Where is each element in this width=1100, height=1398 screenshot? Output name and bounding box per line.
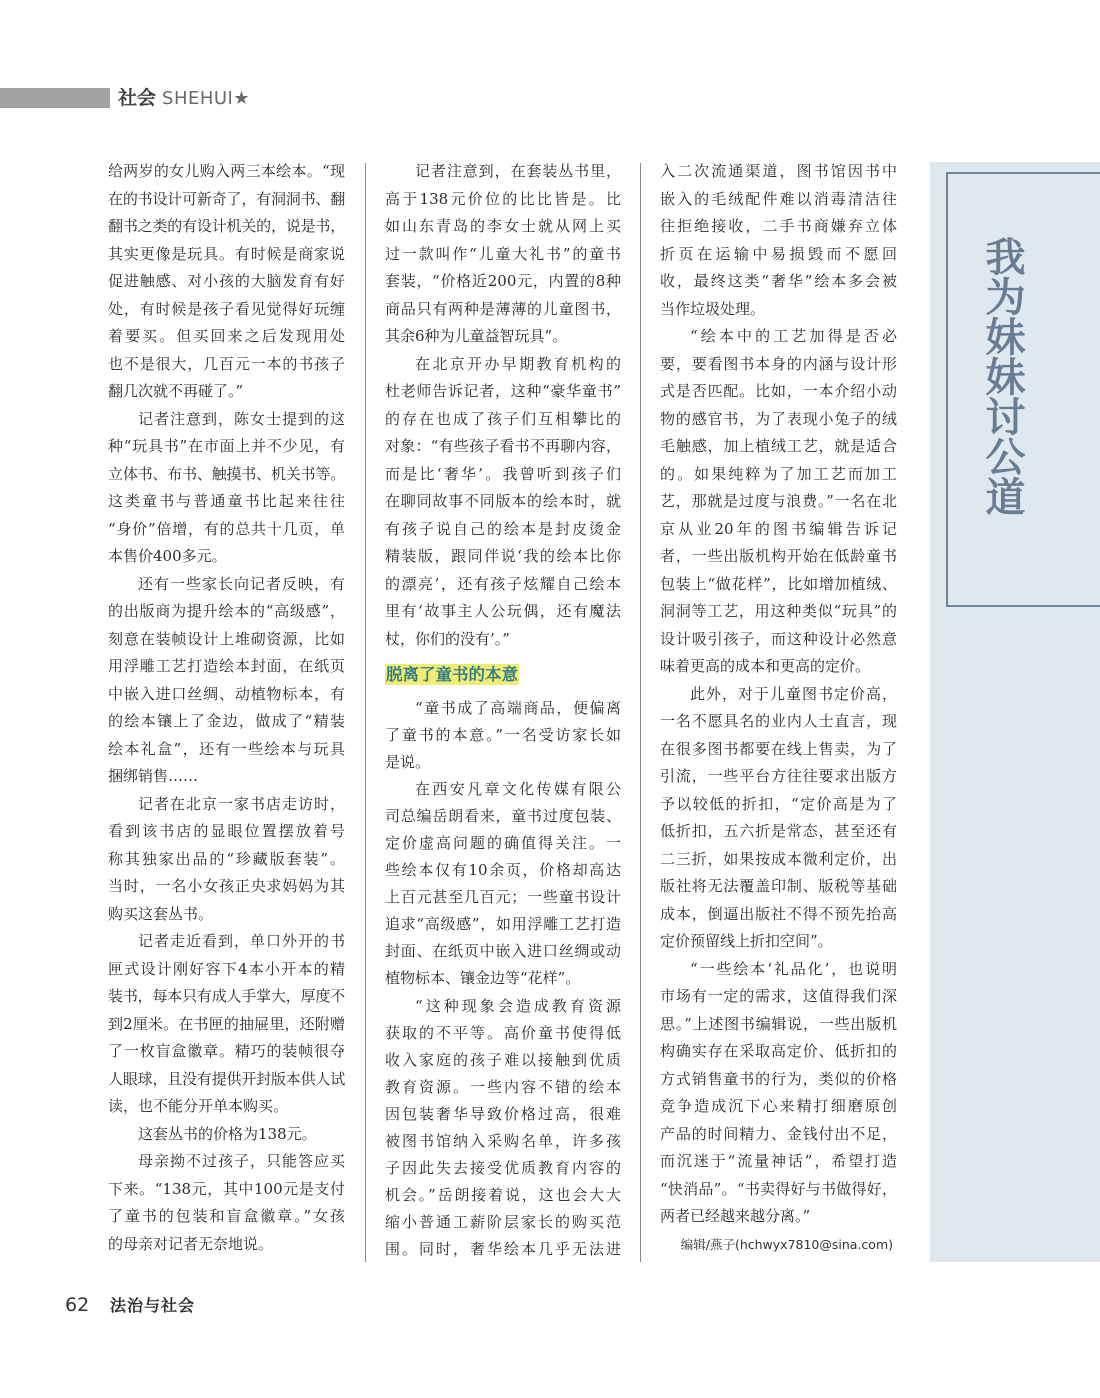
text-line: 定价预留线上折扣空间”。: [660, 932, 833, 950]
text-line: 洞洞等工艺，用这种类似“玩具”的: [660, 602, 897, 620]
text-line: 折页在运输中易损毁而不愿回: [660, 244, 897, 263]
text-line: 有孩子说自己的绘本是封皮烫金: [385, 519, 621, 538]
section-heading-text: 脱离了童书的本意: [386, 664, 518, 684]
text-line: 的出版商为提升绘本的“高级感”，: [108, 602, 345, 620]
text-line: 而是比‘奢华’。我曾听到孩子们: [385, 464, 621, 483]
text-line: “快消品”。“书卖得好与书做得好，: [660, 1179, 897, 1198]
text-line: 版社将无法覆盖印制、版税等基础: [660, 877, 897, 895]
text-line: 一名不愿具名的业内人士直言，现: [660, 712, 897, 730]
text-line: 立体书、布书、触摸书、机关书等。: [108, 464, 345, 483]
text-line: 的绘本镶上了金边，做成了“精装: [108, 712, 345, 730]
section-name-cn: 社会: [118, 87, 157, 109]
text-line: 市场有一定的需求，这值得我们深: [660, 987, 897, 1005]
text-line: 捆绑销售……: [108, 767, 199, 785]
text-line: 成本，倒逼出版社不得不预先抬高: [660, 904, 897, 923]
text-line: 下来。“138元，其中100元是支付: [108, 1179, 345, 1198]
text-line: 当作垃圾处理。: [660, 299, 766, 318]
text-line: 还有一些家长向记者反映，有: [138, 574, 345, 593]
text-line: 设计吸引孩子，而这种设计必然意: [660, 629, 897, 648]
text-line: 方式销售童书的行为，类似的价格: [660, 1069, 897, 1088]
text-line: 读，也不能分开单本购买。: [108, 1097, 289, 1115]
text-line: 用浮雕工艺打造绘本封面，在纸页: [108, 657, 345, 675]
text-line: 产品的时间精力、金钱付出不足，: [660, 1124, 897, 1143]
text-line: 者，一些出版机构开始在低龄童书: [660, 547, 897, 565]
text-line: 二三折，如果按成本微利定价，出: [660, 849, 897, 868]
text-line: 到2厘米。在书匣的抽屉里，还附赠: [108, 1014, 345, 1033]
text-line: 着要买。但买回来之后发现用处: [108, 327, 345, 345]
text-line: 称其独家出品的“珍藏版套装”。: [108, 849, 345, 868]
text-line: 司总编岳朗看来，童书过度包装、: [385, 807, 621, 826]
text-line: 了童书的本意。”一名受访家长如: [385, 726, 621, 745]
column-divider: [365, 163, 366, 1262]
text-line: 其余6种为儿童益智玩具”。: [385, 327, 568, 345]
paragraph: [385, 993, 621, 1263]
text-line: 要，要看图书本身的内涵与设计形: [660, 354, 897, 373]
text-line: 本售价400多元。: [108, 547, 227, 565]
text-line: 给两岁的女儿购入两三本绘本。“现: [108, 162, 345, 180]
text-line: 母亲拗不过孩子，只能答应买: [138, 1152, 345, 1170]
text-line: 京从业20年的图书编辑告诉记: [660, 519, 897, 538]
magazine-name: 法治与社会: [110, 1296, 196, 1315]
text-line: 里有‘故事主人公玩偶，还有魔法: [385, 602, 621, 620]
text-line: 杜老师告诉记者，这种“豪华童书”: [385, 382, 621, 400]
text-line: 了童书的包装和盲盒徽章。”女孩: [108, 1207, 345, 1225]
paragraph: [660, 956, 897, 1231]
text-line: 记者注意到，陈女士提到的这: [138, 409, 345, 428]
text-line: 记者在北京一家书店走访时，: [138, 794, 345, 813]
text-line: 被图书馆纳入采购名单，许多孩: [385, 1131, 621, 1150]
text-line: 杖，你们的没有’。”: [385, 629, 510, 648]
text-line: 刻意在装帧设计上堆砌资源，比如: [108, 629, 345, 648]
text-line: 在北京开办早期教育机构的: [415, 354, 621, 373]
text-line: 式是否匹配。比如，一本介绍小动: [660, 382, 897, 400]
text-line: 而沉迷于“流量神话”，希望打造: [660, 1152, 897, 1170]
section-header: [118, 85, 250, 111]
text-line: 也不是很大，几百元一本的书孩子: [108, 354, 345, 373]
text-line: 装书，每本只有成人手掌大，厚度不: [108, 987, 345, 1005]
paragraph: [108, 1121, 345, 1149]
text-line: “这种现象会造成教育资源: [415, 996, 621, 1015]
text-line: 了一枚盲盒徽章。精巧的装帧很夺: [108, 1042, 345, 1060]
text-line: 构确实存在采取高定价、低折扣的: [660, 1042, 897, 1060]
text-line: 两者已经越来越分离。”: [660, 1207, 811, 1225]
column-divider: [640, 163, 641, 1262]
text-line: 收，最终这类“奢华”绘本多会被: [660, 272, 897, 290]
paragraph: [385, 695, 621, 776]
text-line: 植物标本、镶金边等“花样”。: [385, 969, 581, 988]
text-line: 缩小普通工薪阶层家长的购买范: [385, 1212, 621, 1231]
text-line: 人眼球，且没有提供开封版本供人试: [108, 1069, 345, 1088]
paragraph: [660, 158, 897, 323]
text-line: 往拒绝接收，二手书商嫌弃立体: [660, 217, 897, 235]
text-line: 中嵌入进口丝绸、动植物标本，有: [108, 684, 345, 703]
text-line: 围。同时，奢华绘本几乎无法进: [385, 1239, 621, 1258]
text-line: 如山东青岛的李女士就从网上买: [385, 217, 621, 235]
paragraph: [108, 406, 345, 571]
text-line: 的母亲对记者无奈地说。: [108, 1234, 274, 1253]
text-line: 种“玩具书”在市面上并不少见，有: [108, 437, 345, 455]
article-column-2: [385, 158, 621, 1263]
text-line: 在很多图书都要在线上售卖，为了: [660, 739, 897, 758]
editor-credit: 编辑/燕子(hchwyx7810@sina.com): [680, 1236, 893, 1252]
text-line: 在西安凡章文化传媒有限公: [415, 780, 621, 799]
paragraph: [660, 323, 897, 681]
paragraph: [108, 1148, 345, 1258]
text-line: “身价”倍增，有的总共十几页，单: [108, 519, 345, 538]
text-line: 子因此失去接受优质教育内容的: [385, 1158, 621, 1177]
text-line: 当时，一名小女孩正央求妈妈为其: [108, 877, 345, 895]
section-name-en: SHEHUI★: [162, 88, 251, 109]
text-line: 对象：“有些孩子看书不再聊内容，: [385, 437, 621, 455]
text-line: 定价虚高问题的确值得关注。一: [385, 834, 621, 853]
text-line: 高于138元价位的比比皆是。比: [385, 189, 621, 208]
article-title: 我为妹妹讨公道: [979, 236, 1025, 516]
text-line: 教育资源。一些内容不错的绘本: [385, 1077, 621, 1096]
text-line: 是说。: [385, 753, 431, 772]
text-line: 商品只有两种是薄薄的儿童图书，: [385, 299, 621, 318]
text-line: 促进触感、对小孩的大脑发育有好: [108, 272, 345, 290]
text-line: “童书成了高端商品，便偏离: [415, 699, 621, 717]
text-line: 艺，那就是过度与浪费。”一名在北: [660, 492, 897, 510]
article-column-1: [108, 158, 345, 1258]
paragraph: [108, 571, 345, 791]
text-line: 记者注意到，在套装丛书里，: [415, 162, 621, 180]
text-line: “绘本中的工艺加得是否必: [690, 327, 897, 345]
text-line: 封面、在纸页中嵌入进口丝绸或动: [385, 942, 621, 961]
text-line: 的。如果纯粹为了加工艺而加工: [660, 464, 897, 483]
text-line: 获取的不平等。高价童书使得低: [385, 1023, 621, 1042]
text-line: 看到该书店的显眼位置摆放着号: [108, 822, 345, 840]
text-line: 的漂亮’，还有孩子炫耀自己绘本: [385, 574, 621, 593]
text-line: 嵌入的毛绒配件难以消毒清洁往: [660, 189, 897, 208]
text-line: 记者走近看到，单口外开的书: [138, 932, 345, 950]
text-line: 这类童书与普通童书比起来往往: [108, 492, 345, 510]
text-line: 些绘本仅有10余页，价格却高达: [385, 861, 621, 880]
text-line: 追求“高级感”，如用浮雕工艺打造: [385, 915, 621, 934]
text-line: 思。”上述图书编辑说，一些出版机: [660, 1014, 897, 1033]
text-line: 绘本礼盒”，还有一些绘本与玩具: [108, 739, 345, 758]
text-line: 予以较低的折扣，“定价高是为了: [660, 794, 897, 813]
text-line: 竞争造成沉下心来精打细磨原创: [660, 1097, 897, 1115]
text-line: 翻书之类的有设计机关的，说是书，: [108, 217, 345, 235]
paragraph: [385, 776, 621, 992]
text-line: 因包装奢华导致价格过高，很难: [385, 1104, 621, 1123]
text-line: 翻几次就不再碰了。”: [108, 382, 244, 400]
article-column-3: [660, 158, 897, 1258]
text-line: 其实更像是玩具。有时候是商家说: [108, 244, 345, 263]
text-line: 这套丛书的价格为138元。: [138, 1124, 317, 1143]
text-line: 过一款叫作“儿童大礼书”的童书: [385, 244, 621, 263]
paragraph: [385, 351, 621, 654]
paragraph: [108, 928, 345, 1121]
text-line: 精装版，跟同伴说‘我的绘本比你: [385, 547, 621, 565]
text-line: 购买这套丛书。: [108, 904, 214, 923]
paragraph: [385, 158, 621, 351]
text-line: 机会。”岳朗接着说，这也会大大: [385, 1185, 621, 1204]
paragraph: [108, 158, 345, 406]
text-line: 毛触感，加上植绒工艺，就是适合: [660, 437, 897, 455]
section-header-bar: [0, 88, 110, 108]
text-line: 入二次流通渠道，图书馆因书中: [660, 162, 897, 180]
text-line: “一些绘本‘礼品化’，也说明: [690, 959, 897, 978]
text-line: 此外，对于儿童图书定价高，: [690, 684, 897, 703]
text-line: 低折扣，五六折是常态，甚至还有: [660, 822, 897, 840]
text-line: 上百元甚至几百元；一些童书设计: [385, 888, 621, 907]
text-line: 在的书设计可新奇了，有洞洞书、翻: [108, 189, 345, 208]
page-number: 62: [65, 1294, 90, 1316]
text-line: 物的感官书，为了表现小兔子的绒: [660, 409, 897, 428]
text-line: 味着更高的成本和更高的定价。: [660, 657, 871, 675]
text-line: 的存在也成了孩子们互相攀比的: [385, 409, 621, 428]
section-heading: [385, 653, 621, 695]
text-line: 包装上“做花样”，比如增加植绒、: [660, 574, 897, 593]
text-line: 引流，一些平台方往往要求出版方: [660, 767, 897, 785]
paragraph: [108, 791, 345, 929]
text-line: 套装，“价格近200元，内置的8种: [385, 272, 621, 290]
text-line: 处，有时候是孩子看见觉得好玩缠: [108, 299, 345, 318]
text-line: 在聊同故事不同版本的绘本时，就: [385, 492, 621, 510]
text-line: 收入家庭的孩子难以接触到优质: [385, 1050, 621, 1069]
text-line: 匣式设计刚好容下4本小开本的精: [108, 959, 345, 978]
paragraph: [660, 681, 897, 956]
